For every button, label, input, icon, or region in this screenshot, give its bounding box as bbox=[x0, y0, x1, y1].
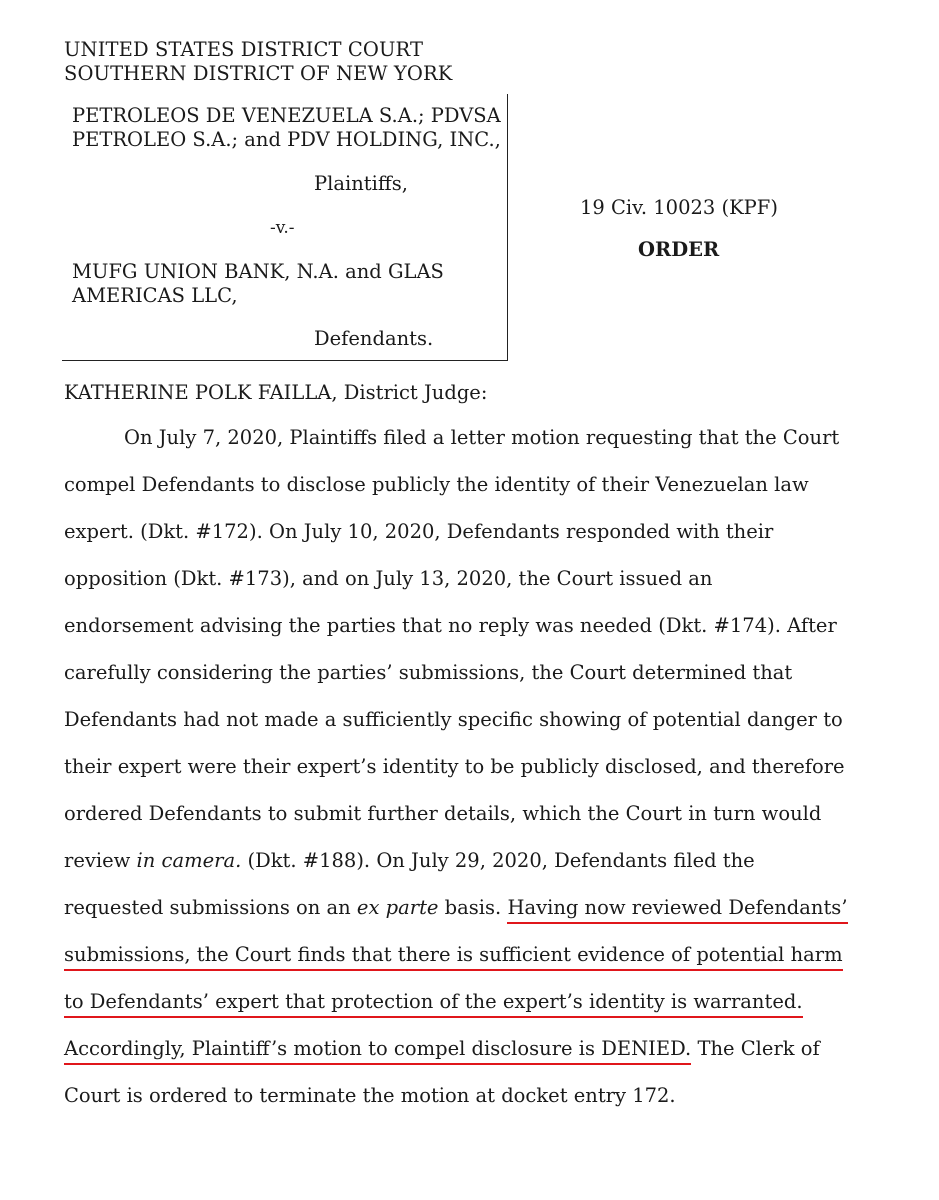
latin-phrase-ex-parte: ex parte bbox=[356, 896, 439, 919]
judge-line: KATHERINE POLK FAILLA, District Judge: bbox=[64, 381, 488, 404]
court-name-line1: UNITED STATES DISTRICT COURT bbox=[64, 38, 424, 61]
body-line: endorsement advising the parties that no reply was needed (Dkt. #174). After bbox=[64, 614, 837, 637]
highlighted-ruling-text: to Defendants’ expert that protection of the expert’s identity is warranted. bbox=[64, 990, 803, 1018]
defendants-names bbox=[72, 260, 444, 308]
highlighted-ruling-text: submissions, the Court finds that there is sufficient evidence of potential harm bbox=[64, 943, 843, 971]
plaintiffs-line1: PETROLEOS DE VENEZUELA S.A.; PDVSA bbox=[72, 104, 501, 127]
body-line: Court is ordered to terminate the motion at docket entry 172. bbox=[64, 1084, 676, 1107]
defendants-line1: MUFG UNION BANK, N.A. and GLAS bbox=[72, 260, 444, 283]
highlighted-ruling-text: Having now reviewed Defendants’ bbox=[507, 896, 847, 924]
body-text: (Dkt. #188). On July 29, 2020, Defendants filed the bbox=[241, 849, 755, 872]
versus-label: -v.- bbox=[270, 218, 295, 238]
body-line: On July 7, 2020, Plaintiffs filed a letter motion requesting that the Court bbox=[124, 426, 840, 449]
body-text: The Clerk of bbox=[691, 1037, 820, 1060]
case-caption-box bbox=[62, 94, 508, 361]
body-line bbox=[64, 943, 843, 966]
body-line: compel Defendants to disclose publicly the identity of their Venezuelan law bbox=[64, 473, 809, 496]
body-line: ordered Defendants to submit further details, which the Court in turn would bbox=[64, 802, 822, 825]
defendants-line2: AMERICAS LLC, bbox=[72, 284, 238, 307]
body-line bbox=[64, 1037, 820, 1060]
body-text: basis. bbox=[438, 896, 508, 919]
plaintiffs-line2: PETROLEO S.A.; and PDV HOLDING, INC., bbox=[72, 128, 501, 151]
court-name-line2: SOUTHERN DISTRICT OF NEW YORK bbox=[64, 62, 453, 85]
body-line: expert. (Dkt. #172). On July 10, 2020, Defendants responded with their bbox=[64, 520, 774, 543]
body-line: opposition (Dkt. #173), and on July 13, 2020, the Court issued an bbox=[64, 567, 713, 590]
body-line bbox=[64, 990, 803, 1013]
body-line: their expert were their expert’s identity to be publicly disclosed, and therefore bbox=[64, 755, 845, 778]
body-line: carefully considering the parties’ submissions, the Court determined that bbox=[64, 661, 793, 684]
body-text: review bbox=[64, 849, 137, 872]
body-line bbox=[64, 849, 755, 872]
latin-phrase-in-camera: in camera. bbox=[136, 849, 242, 872]
highlighted-ruling-text: Accordingly, Plaintiff’s motion to compel disclosure is DENIED. bbox=[64, 1037, 691, 1065]
plaintiffs-role: Plaintiffs, bbox=[314, 172, 408, 195]
body-line: Defendants had not made a sufficiently specific showing of potential danger to bbox=[64, 708, 843, 731]
defendants-role: Defendants. bbox=[314, 327, 434, 350]
body-line bbox=[64, 896, 848, 919]
court-heading bbox=[64, 38, 452, 86]
order-title: ORDER bbox=[638, 238, 720, 261]
plaintiffs-names bbox=[72, 104, 501, 152]
case-number: 19 Civ. 10023 (KPF) bbox=[580, 196, 778, 219]
body-text: requested submissions on an bbox=[64, 896, 357, 919]
